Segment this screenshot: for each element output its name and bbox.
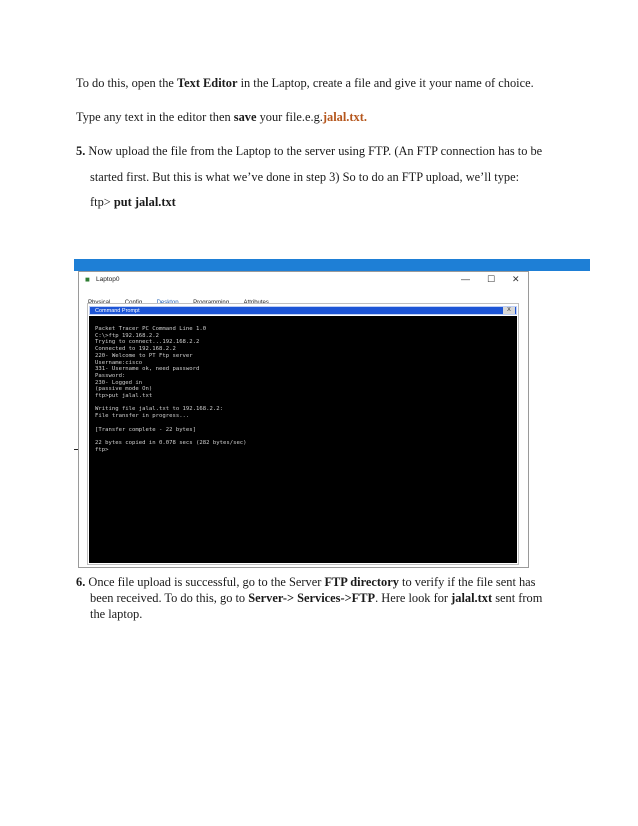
minimize-icon[interactable]: — — [461, 274, 470, 284]
console-line: File transfer in progress... — [95, 413, 190, 420]
step-number: 6. — [76, 575, 86, 589]
command-prompt-close-button[interactable]: X — [503, 307, 515, 314]
step-text: . Here look for — [375, 591, 452, 605]
step6-line-3: the laptop. — [90, 607, 143, 621]
step6-line-1 — [76, 574, 536, 590]
step-text: Once file upload is successful, go to the Server — [85, 575, 325, 589]
console-line: 220- Welcome to PT Ftp server — [95, 352, 193, 359]
console-line: (passive mode On) — [95, 386, 153, 393]
console-line: ftp>put jalal.txt — [95, 393, 153, 400]
command-prompt-console[interactable] — [89, 316, 517, 563]
step5-command-line — [90, 194, 176, 210]
server-path-emphasis: Server-> Services->FTP — [248, 591, 376, 605]
laptop-window — [78, 271, 529, 568]
text-editor-emphasis: Text Editor — [177, 76, 238, 90]
maximize-icon[interactable]: ☐ — [487, 274, 496, 284]
step-text: Now upload the file from the Laptop to the server using FTP. (An FTP connection has to be — [85, 144, 543, 158]
console-line: Username:cisco — [95, 359, 143, 366]
console-line: ftp> — [95, 446, 109, 453]
save-emphasis: save — [233, 110, 257, 124]
console-line: C:\>ftp 192.168.2.2 — [95, 332, 159, 339]
ftp-directory-emphasis: FTP directory — [324, 575, 399, 589]
close-icon[interactable]: ✕ — [512, 274, 520, 284]
intro-text: in the Laptop, create a file and give it your name of choice. — [237, 76, 534, 90]
console-line: Trying to connect...192.168.2.2 — [95, 339, 200, 346]
console-line: Connected to 192.168.2.2 — [95, 346, 176, 353]
step-text: to verify if the file sent has — [398, 575, 536, 589]
console-line: [Transfer complete - 22 bytes] — [95, 426, 197, 433]
put-command: put jalal.txt — [113, 195, 176, 209]
step-text: sent from — [492, 591, 543, 605]
console-line: Password: — [95, 372, 126, 379]
console-line: 22 bytes copied in 0.078 secs (282 bytes/sec) — [95, 439, 247, 446]
device-tabs — [88, 291, 279, 301]
command-prompt-header — [89, 306, 517, 315]
window-titlebar — [79, 272, 528, 287]
desktop-panel — [87, 303, 519, 565]
console-line: Writing file jalal.txt to 192.168.2.2: — [95, 406, 223, 413]
step5-line-2: started first. But this is what we’ve done in step 3) So to do an FTP upload, we’ll type: — [90, 170, 520, 184]
ftp-prompt: ftp> — [90, 195, 114, 209]
command-prompt-title: Command Prompt — [95, 308, 140, 314]
intro-line-2 — [76, 109, 367, 125]
console-line: 230- Logged in — [95, 379, 143, 386]
screenshot-top-bar — [74, 259, 590, 271]
intro-text: your file.e.g. — [256, 110, 323, 124]
step-number: 5. — [76, 144, 86, 158]
intro-text: To do this, open the — [76, 76, 177, 90]
step-text: been received. To do this, go to — [90, 591, 249, 605]
step5-line-1 — [76, 143, 542, 159]
intro-text: Type any text in the editor then — [76, 110, 234, 124]
step6-line-2 — [90, 590, 542, 606]
console-line: 331- Username ok, need password — [95, 366, 200, 373]
intro-line-1 — [76, 75, 534, 91]
console-line: Packet Tracer PC Command Line 1.0 — [95, 326, 207, 332]
window-title: Laptop0 — [96, 276, 120, 283]
filename-highlight: jalal.txt. — [322, 110, 367, 124]
filename-emphasis: jalal.txt — [451, 591, 493, 605]
laptop-app-icon: ■ — [85, 275, 90, 284]
console-output — [95, 326, 247, 453]
